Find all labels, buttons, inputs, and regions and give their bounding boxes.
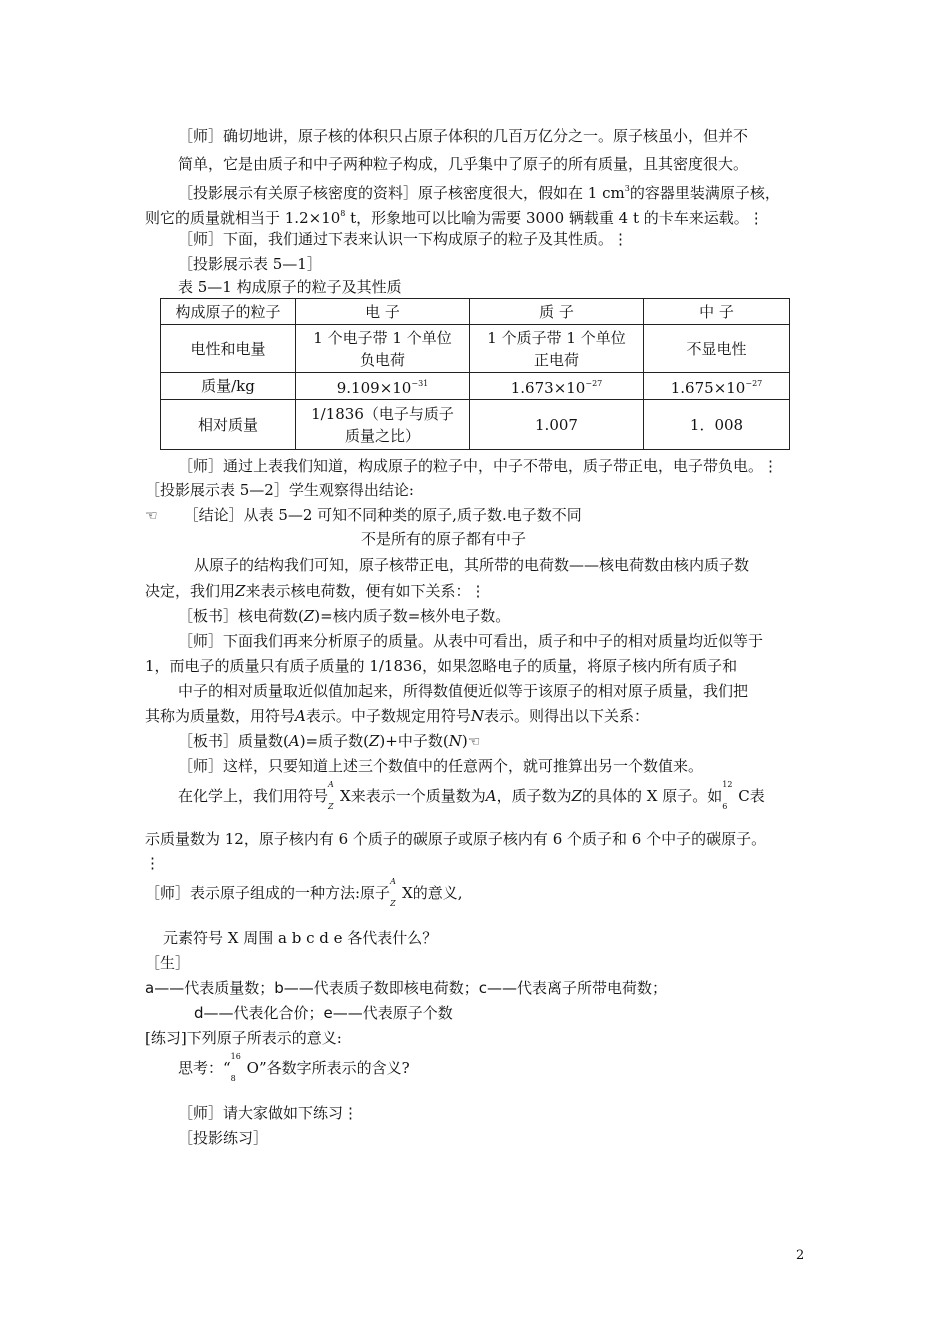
text-line: d——代表化合价；e——代表原子个数 bbox=[194, 1004, 453, 1022]
text-line: ［板书］质量数(A)=质子数(Z)+中子数(N)☜ bbox=[178, 732, 481, 750]
table-cell: 相对质量 bbox=[161, 400, 296, 450]
table-header-row bbox=[161, 299, 790, 325]
text-line: ［师］下面我们再来分析原子的质量。从表中可看出，质子和中子的相对质量均近似等于 bbox=[178, 632, 764, 650]
text-line: 其称为质量数，用符号A表示。中子数规定用符号N表示。则得出以下关系： bbox=[145, 707, 650, 725]
text-line: ［投影练习］ bbox=[178, 1129, 269, 1147]
text-line: 思考：“ 16 8 O”各数字所表示的含义? bbox=[178, 1052, 410, 1083]
isotope-notation: 16 8 bbox=[230, 1052, 241, 1083]
text-line: 示质量数为 12，原子核内有 6 个质子的碳原子或原子核内有 6 个质子和 6 个中子的碳原子。 bbox=[145, 830, 767, 848]
text-line: ［师］表示原子组成的一种方法:原子 A Z X的意义, bbox=[145, 877, 463, 908]
text-line: ［板书］核电荷数(Z)=核内质子数=核外电子数。 bbox=[178, 607, 511, 625]
particle-table bbox=[160, 298, 790, 450]
text-line: 则它的质量就相当于 $1.2\times 10^8$ t，形象地可以比喻为需要 3000 辆载重 4 t 的卡车来运载。⋮ bbox=[145, 209, 764, 227]
text-line: ［师］确切地讲，原子核的体积只占原子体积的几百万亿分之一。原子核虽小，但并不 bbox=[178, 127, 749, 145]
table-cell: 1/1836（电子与质子 质量之比） bbox=[296, 400, 470, 450]
text-line: ［师］这样，只要知道上述三个数值中的任意两个，就可推算出另一个数值来。 bbox=[178, 757, 704, 775]
text-line: 1，而电子的质量只有质子质量的 1/1836，如果忽略电子的质量，将原子核内所有质子和 bbox=[145, 657, 738, 675]
table-cell: 不显电性 bbox=[644, 325, 790, 373]
table-header: 中 子 bbox=[644, 299, 790, 325]
table-row bbox=[161, 400, 790, 450]
table-header: 构成原子的粒子 bbox=[161, 299, 296, 325]
text-line: ☜ ［结论］从表 5—2 可知不同种类的原子,质子数.电子数不同 bbox=[145, 506, 582, 524]
table-cell: 1．008 bbox=[644, 400, 790, 450]
table-cell: 质量/kg bbox=[161, 373, 296, 400]
table-row bbox=[161, 373, 790, 400]
table-cell: $1.675\times 10^{-27}$ bbox=[644, 373, 790, 400]
text-line: 决定，我们用Z来表示核电荷数，便有如下关系：⋮ bbox=[145, 582, 486, 600]
page-number: 2 bbox=[796, 1248, 805, 1263]
table-header: 电 子 bbox=[296, 299, 470, 325]
text-line: 从原子的结构我们可知，原子核带正电，其所带的电荷数——核电荷数由核内质子数 bbox=[194, 556, 750, 574]
text-line: 不是所有的原子都有中子 bbox=[361, 530, 527, 548]
text-line: ［师］下面，我们通过下表来认识一下构成原子的粒子及其性质。⋮ bbox=[178, 230, 629, 248]
pointing-hand-icon: ☜ bbox=[467, 734, 481, 750]
table-cell: $9.109\times 10^{-31}$ bbox=[296, 373, 470, 400]
table-cell: 1 个质子带 1 个单位 正电荷 bbox=[470, 325, 644, 373]
table-cell: 1 个电子带 1 个单位 负电荷 bbox=[296, 325, 470, 373]
text-line: 元素符号 X 周围 a b c d e 各代表什么？ bbox=[163, 929, 438, 947]
text-line: 中子的相对质量取近似值加起来，所得数值便近似等于该原子的相对原子质量，我们把 bbox=[178, 682, 749, 700]
isotope-notation: 12 6 bbox=[722, 780, 733, 811]
text-line: 简单，它是由质子和中子两种粒子构成，几乎集中了原子的所有质量，且其密度很大。 bbox=[178, 155, 749, 173]
text-line: ［投影展示有关原子核密度的资料］原子核密度很大，假如在 1 $cm^3$的容器里装满原子核， bbox=[178, 184, 780, 202]
table-caption: 表 5—1 构成原子的粒子及其性质 bbox=[178, 278, 402, 296]
isotope-notation: A Z bbox=[328, 780, 334, 811]
pointing-hand-icon: ☜ bbox=[145, 508, 158, 524]
text-line: ［师］通过上表我们知道，构成原子的粒子中，中子不带电，质子带正电，电子带负电。⋮ bbox=[178, 457, 779, 475]
table-header: 质 子 bbox=[470, 299, 644, 325]
text-line: ［投影展示表 5—2］学生观察得出结论: bbox=[145, 481, 414, 499]
text-line: ⋮ bbox=[145, 854, 160, 872]
text-line: ［生］ bbox=[145, 954, 191, 972]
table-cell: $1.673\times 10^{-27}$ bbox=[470, 373, 644, 400]
text-line: ［师］请大家做如下练习⋮ bbox=[178, 1104, 359, 1122]
table-cell: 1.007 bbox=[470, 400, 644, 450]
table-cell: 电性和电量 bbox=[161, 325, 296, 373]
isotope-notation: A Z bbox=[390, 877, 396, 908]
text-line: ［投影展示表 5—1］ bbox=[178, 255, 322, 273]
text-line: a——代表质量数；b——代表质子数即核电荷数；c——代表离子所带电荷数； bbox=[145, 979, 667, 997]
text-line: [练习]下列原子所表示的意义: bbox=[145, 1029, 342, 1047]
text-line: 在化学上，我们用符号 A Z X来表示一个质量数为A，质子数为Z的具体的 X 原子。如 12 6 C表 bbox=[178, 780, 765, 811]
table-row bbox=[161, 325, 790, 373]
